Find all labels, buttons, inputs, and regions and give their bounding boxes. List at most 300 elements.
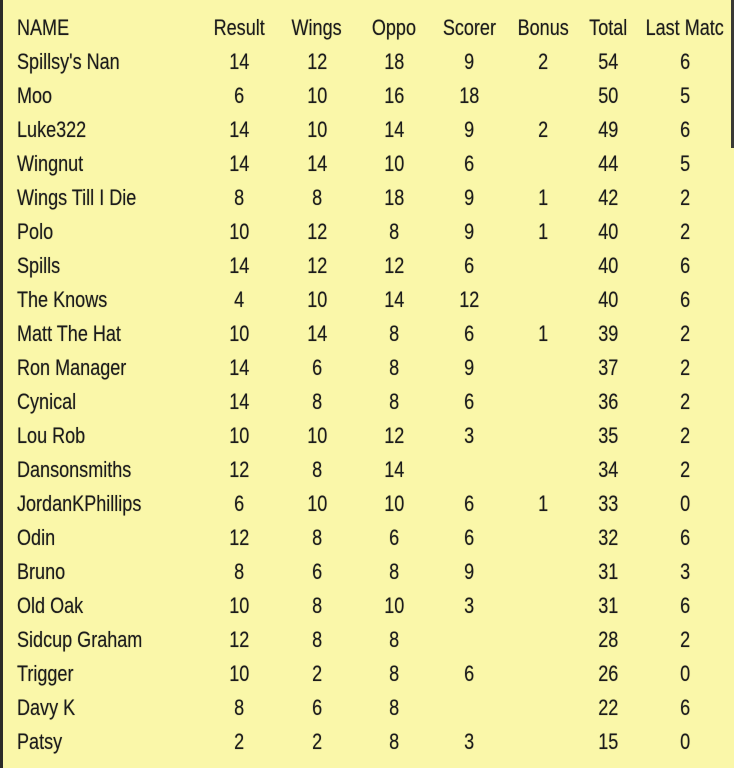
cell-last_match-text: 6 xyxy=(679,695,691,720)
cell-oppo-text: 8 xyxy=(388,661,400,686)
cell-scorer-text: 9 xyxy=(463,355,475,380)
table-row xyxy=(14,453,734,487)
col-header-total xyxy=(580,15,636,41)
cell-wings-text: 12 xyxy=(306,219,328,244)
cell-wings-text: 10 xyxy=(306,117,328,142)
cell-bonus xyxy=(506,321,580,347)
cell-oppo xyxy=(356,389,432,415)
cell-result-text: 6 xyxy=(233,83,245,108)
cell-result-text: 10 xyxy=(228,593,250,618)
cell-wings-text: 10 xyxy=(306,423,328,448)
table-row xyxy=(14,725,734,759)
cell-result xyxy=(200,83,278,109)
cell-scorer xyxy=(432,219,506,245)
cell-wings xyxy=(278,253,356,279)
cell-result xyxy=(200,253,278,279)
cell-name xyxy=(14,627,200,653)
cell-name xyxy=(14,355,200,381)
cell-oppo-text: 16 xyxy=(383,83,405,108)
cell-wings xyxy=(278,491,356,517)
cell-name-text: Odin xyxy=(17,525,56,550)
col-header-wings xyxy=(278,15,356,41)
cell-oppo xyxy=(356,593,432,619)
cell-total xyxy=(580,559,636,585)
table-row xyxy=(14,419,734,453)
cell-scorer-text: 3 xyxy=(463,593,475,618)
cell-total xyxy=(580,525,636,551)
cell-name xyxy=(14,219,200,245)
cell-result xyxy=(200,287,278,313)
cell-name xyxy=(14,185,200,211)
cell-wings-text: 6 xyxy=(311,355,323,380)
cell-last_match xyxy=(636,389,734,415)
cell-oppo-text: 12 xyxy=(383,423,405,448)
cell-total-text: 40 xyxy=(597,219,619,244)
cell-last_match-text: 6 xyxy=(679,593,691,618)
col-header-last-match-label: Last Matc xyxy=(645,15,725,40)
cell-total xyxy=(580,219,636,245)
cell-wings-text: 6 xyxy=(311,559,323,584)
cell-wings xyxy=(278,729,356,755)
cell-bonus-text: 1 xyxy=(537,185,549,210)
cell-total-text: 31 xyxy=(597,559,619,584)
cell-last_match-text: 2 xyxy=(679,355,691,380)
cell-name xyxy=(14,729,200,755)
cell-last_match xyxy=(636,355,734,381)
cell-wings xyxy=(278,423,356,449)
cell-oppo xyxy=(356,151,432,177)
cell-oppo xyxy=(356,423,432,449)
cell-wings-text: 10 xyxy=(306,287,328,312)
cell-name xyxy=(14,389,200,415)
cell-oppo xyxy=(356,219,432,245)
cell-scorer-text: 9 xyxy=(463,219,475,244)
cell-total-text: 39 xyxy=(597,321,619,346)
cell-name xyxy=(14,423,200,449)
cell-scorer-text: 6 xyxy=(463,253,475,278)
cell-last_match-text: 2 xyxy=(679,389,691,414)
cell-bonus xyxy=(506,661,580,687)
cell-last_match-text: 2 xyxy=(679,627,691,652)
cell-scorer xyxy=(432,627,506,653)
table-row xyxy=(14,215,734,249)
cell-total xyxy=(580,695,636,721)
cell-total-text: 33 xyxy=(597,491,619,516)
cell-oppo-text: 14 xyxy=(383,117,405,142)
table-row xyxy=(14,555,734,589)
cell-result-text: 14 xyxy=(228,253,250,278)
col-header-oppo xyxy=(356,15,432,41)
cell-last_match-text: 0 xyxy=(679,491,691,516)
cell-total-text: 36 xyxy=(597,389,619,414)
cell-bonus xyxy=(506,729,580,755)
cell-name xyxy=(14,593,200,619)
cell-name xyxy=(14,321,200,347)
col-header-last-match xyxy=(636,15,734,41)
cell-name-text: Sidcup Graham xyxy=(17,627,143,652)
cell-last_match xyxy=(636,491,734,517)
col-header-result-label: Result xyxy=(213,15,265,40)
cell-wings-text: 8 xyxy=(311,593,323,618)
cell-bonus xyxy=(506,389,580,415)
cell-bonus xyxy=(506,593,580,619)
cell-oppo xyxy=(356,457,432,483)
cell-result-text: 14 xyxy=(228,389,250,414)
cell-bonus xyxy=(506,627,580,653)
cell-total-text: 15 xyxy=(597,729,619,754)
cell-oppo-text: 10 xyxy=(383,593,405,618)
cell-total xyxy=(580,321,636,347)
cell-wings xyxy=(278,559,356,585)
cell-oppo xyxy=(356,355,432,381)
cell-total xyxy=(580,151,636,177)
cell-result-text: 10 xyxy=(228,321,250,346)
cell-last_match-text: 5 xyxy=(679,83,691,108)
cell-wings-text: 6 xyxy=(311,695,323,720)
cell-name xyxy=(14,695,200,721)
cell-result-text: 12 xyxy=(228,627,250,652)
cell-last_match xyxy=(636,321,734,347)
table-row xyxy=(14,317,734,351)
cell-bonus-text: 1 xyxy=(537,321,549,346)
cell-wings xyxy=(278,83,356,109)
cell-bonus xyxy=(506,151,580,177)
cell-oppo xyxy=(356,661,432,687)
cell-name xyxy=(14,457,200,483)
cell-wings-text: 14 xyxy=(306,321,328,346)
cell-result-text: 10 xyxy=(228,219,250,244)
cell-bonus-text: 2 xyxy=(537,117,549,142)
cell-result xyxy=(200,627,278,653)
cell-wings xyxy=(278,185,356,211)
table-body xyxy=(14,45,734,759)
cell-bonus xyxy=(506,491,580,517)
table-row xyxy=(14,487,734,521)
cell-name-text: Trigger xyxy=(17,661,74,686)
cell-wings-text: 8 xyxy=(311,525,323,550)
cell-total-text: 40 xyxy=(597,287,619,312)
cell-oppo xyxy=(356,185,432,211)
cell-scorer xyxy=(432,253,506,279)
cell-bonus xyxy=(506,559,580,585)
cell-scorer xyxy=(432,83,506,109)
cell-last_match xyxy=(636,525,734,551)
cell-total-text: 49 xyxy=(597,117,619,142)
cell-total-text: 54 xyxy=(597,49,619,74)
cell-last_match xyxy=(636,627,734,653)
table-row xyxy=(14,521,734,555)
table-row xyxy=(14,657,734,691)
cell-total xyxy=(580,389,636,415)
cell-scorer-text: 6 xyxy=(463,321,475,346)
table-row xyxy=(14,283,734,317)
col-header-total-label: Total xyxy=(588,15,628,40)
cell-wings xyxy=(278,593,356,619)
cell-result-text: 14 xyxy=(228,49,250,74)
cell-name xyxy=(14,491,200,517)
cell-wings xyxy=(278,627,356,653)
cell-last_match xyxy=(636,253,734,279)
col-header-wings-label: Wings xyxy=(291,15,343,40)
cell-scorer-text: 3 xyxy=(463,423,475,448)
cell-wings xyxy=(278,49,356,75)
cell-result-text: 12 xyxy=(228,525,250,550)
cell-result-text: 12 xyxy=(228,457,250,482)
table-row xyxy=(14,113,734,147)
table-row xyxy=(14,351,734,385)
cell-oppo xyxy=(356,117,432,143)
cell-result xyxy=(200,49,278,75)
cell-total xyxy=(580,117,636,143)
cell-last_match xyxy=(636,83,734,109)
cell-result xyxy=(200,491,278,517)
cell-oppo-text: 8 xyxy=(388,389,400,414)
cell-scorer-text: 6 xyxy=(463,389,475,414)
cell-name-text: Lou Rob xyxy=(17,423,86,448)
cell-result xyxy=(200,389,278,415)
cell-scorer xyxy=(432,185,506,211)
table-row xyxy=(14,249,734,283)
cell-scorer-text: 12 xyxy=(458,287,480,312)
cell-bonus-text: 1 xyxy=(537,219,549,244)
col-header-scorer-label: Scorer xyxy=(442,15,496,40)
cell-last_match xyxy=(636,423,734,449)
cell-result-text: 4 xyxy=(233,287,245,312)
cell-last_match-text: 0 xyxy=(679,729,691,754)
cell-last_match-text: 6 xyxy=(679,287,691,312)
cell-scorer-text: 9 xyxy=(463,559,475,584)
cell-result-text: 8 xyxy=(233,695,245,720)
cell-last_match xyxy=(636,287,734,313)
cell-oppo xyxy=(356,525,432,551)
cell-total xyxy=(580,49,636,75)
cell-oppo xyxy=(356,49,432,75)
cell-oppo-text: 8 xyxy=(388,559,400,584)
cell-last_match-text: 6 xyxy=(679,525,691,550)
cell-last_match xyxy=(636,117,734,143)
cell-name-text: Wings Till I Die xyxy=(17,185,137,210)
cell-scorer xyxy=(432,525,506,551)
cell-bonus xyxy=(506,117,580,143)
cell-total-text: 26 xyxy=(597,661,619,686)
cell-total-text: 32 xyxy=(597,525,619,550)
cell-scorer-text: 6 xyxy=(463,525,475,550)
col-header-name xyxy=(14,15,200,41)
cell-wings xyxy=(278,661,356,687)
cell-wings xyxy=(278,321,356,347)
cell-last_match xyxy=(636,729,734,755)
cell-wings-text: 12 xyxy=(306,253,328,278)
cell-name-text: Old Oak xyxy=(17,593,84,618)
cell-scorer xyxy=(432,355,506,381)
cell-scorer xyxy=(432,389,506,415)
cell-name-text: Ron Manager xyxy=(17,355,127,380)
cell-result-text: 10 xyxy=(228,661,250,686)
cell-oppo xyxy=(356,627,432,653)
cell-result xyxy=(200,185,278,211)
col-header-name-label: NAME xyxy=(17,15,70,40)
cell-scorer-text: 9 xyxy=(463,185,475,210)
cell-total-text: 28 xyxy=(597,627,619,652)
cell-last_match-text: 6 xyxy=(679,117,691,142)
cell-oppo-text: 8 xyxy=(388,219,400,244)
cell-oppo-text: 12 xyxy=(383,253,405,278)
cell-name-text: Patsy xyxy=(17,729,63,754)
cell-last_match xyxy=(636,559,734,585)
cell-name xyxy=(14,83,200,109)
cell-name-text: Bruno xyxy=(17,559,66,584)
cell-total-text: 42 xyxy=(597,185,619,210)
cell-last_match-text: 2 xyxy=(679,423,691,448)
cell-result xyxy=(200,117,278,143)
cell-result xyxy=(200,457,278,483)
cell-bonus xyxy=(506,457,580,483)
cell-scorer xyxy=(432,117,506,143)
cell-last_match xyxy=(636,185,734,211)
cell-name-text: Davy K xyxy=(17,695,76,720)
cell-oppo xyxy=(356,83,432,109)
cell-wings xyxy=(278,287,356,313)
cell-name xyxy=(14,253,200,279)
cell-total xyxy=(580,593,636,619)
cell-oppo-text: 8 xyxy=(388,321,400,346)
cell-scorer-text: 3 xyxy=(463,729,475,754)
cell-result-text: 8 xyxy=(233,185,245,210)
cell-wings xyxy=(278,355,356,381)
cell-result xyxy=(200,695,278,721)
cell-wings xyxy=(278,695,356,721)
cell-result xyxy=(200,355,278,381)
cell-result-text: 2 xyxy=(233,729,245,754)
cell-result xyxy=(200,525,278,551)
cell-bonus-text: 2 xyxy=(537,49,549,74)
cell-oppo-text: 18 xyxy=(383,185,405,210)
cell-scorer-text: 9 xyxy=(463,49,475,74)
cell-total-text: 40 xyxy=(597,253,619,278)
cell-wings xyxy=(278,389,356,415)
cell-total xyxy=(580,457,636,483)
cell-name-text: Spillsy's Nan xyxy=(17,49,120,74)
cell-bonus xyxy=(506,525,580,551)
cell-oppo-text: 14 xyxy=(383,457,405,482)
cell-wings-text: 10 xyxy=(306,491,328,516)
cell-wings-text: 8 xyxy=(311,627,323,652)
cell-name-text: Matt The Hat xyxy=(17,321,121,346)
cell-result-text: 14 xyxy=(228,151,250,176)
cell-total xyxy=(580,253,636,279)
cell-wings xyxy=(278,117,356,143)
cell-bonus xyxy=(506,355,580,381)
cell-wings-text: 8 xyxy=(311,185,323,210)
cell-oppo-text: 14 xyxy=(383,287,405,312)
cell-total xyxy=(580,661,636,687)
cell-last_match xyxy=(636,219,734,245)
cell-oppo-text: 10 xyxy=(383,491,405,516)
cell-last_match xyxy=(636,49,734,75)
cell-total xyxy=(580,627,636,653)
cell-scorer-text: 6 xyxy=(463,661,475,686)
cell-oppo-text: 8 xyxy=(388,729,400,754)
cell-last_match-text: 0 xyxy=(679,661,691,686)
cell-total-text: 44 xyxy=(597,151,619,176)
col-header-scorer xyxy=(432,15,506,41)
cell-name-text: Spills xyxy=(17,253,61,278)
cell-name xyxy=(14,559,200,585)
cell-wings xyxy=(278,151,356,177)
col-header-bonus-label: Bonus xyxy=(517,15,569,40)
cell-scorer-text: 9 xyxy=(463,117,475,142)
cell-last_match xyxy=(636,695,734,721)
cell-wings-text: 10 xyxy=(306,83,328,108)
cell-scorer xyxy=(432,729,506,755)
cell-result xyxy=(200,661,278,687)
cell-last_match xyxy=(636,151,734,177)
cell-name xyxy=(14,49,200,75)
cell-oppo xyxy=(356,695,432,721)
cell-oppo xyxy=(356,321,432,347)
cell-result-text: 6 xyxy=(233,491,245,516)
cell-scorer xyxy=(432,695,506,721)
table-row xyxy=(14,623,734,657)
cell-oppo-text: 8 xyxy=(388,355,400,380)
table-row xyxy=(14,45,734,79)
cell-total-text: 22 xyxy=(597,695,619,720)
cell-wings xyxy=(278,219,356,245)
cell-scorer xyxy=(432,593,506,619)
cell-name-text: Moo xyxy=(17,83,53,108)
cell-result xyxy=(200,729,278,755)
cell-result-text: 10 xyxy=(228,423,250,448)
cell-last_match xyxy=(636,593,734,619)
cell-result xyxy=(200,423,278,449)
cell-oppo-text: 18 xyxy=(383,49,405,74)
cell-name xyxy=(14,287,200,313)
cell-result xyxy=(200,219,278,245)
col-header-bonus xyxy=(506,15,580,41)
table-row xyxy=(14,181,734,215)
cell-wings-text: 12 xyxy=(306,49,328,74)
cell-total xyxy=(580,355,636,381)
table-row xyxy=(14,79,734,113)
cell-wings-text: 8 xyxy=(311,457,323,482)
cell-total xyxy=(580,423,636,449)
cell-oppo xyxy=(356,729,432,755)
cell-result xyxy=(200,593,278,619)
cell-last_match-text: 2 xyxy=(679,321,691,346)
table-row xyxy=(14,589,734,623)
cell-name-text: The Knows xyxy=(17,287,108,312)
cell-result-text: 14 xyxy=(228,355,250,380)
cell-oppo xyxy=(356,253,432,279)
cell-name xyxy=(14,661,200,687)
cell-total xyxy=(580,185,636,211)
cell-scorer xyxy=(432,49,506,75)
cell-total xyxy=(580,83,636,109)
cell-last_match-text: 3 xyxy=(679,559,691,584)
cell-total xyxy=(580,287,636,313)
cell-last_match xyxy=(636,661,734,687)
cell-bonus xyxy=(506,423,580,449)
cell-last_match-text: 2 xyxy=(679,219,691,244)
cell-bonus xyxy=(506,83,580,109)
cell-result xyxy=(200,151,278,177)
cell-wings-text: 2 xyxy=(311,729,323,754)
cell-wings-text: 2 xyxy=(311,661,323,686)
cell-wings xyxy=(278,457,356,483)
cell-wings-text: 8 xyxy=(311,389,323,414)
cell-total-text: 35 xyxy=(597,423,619,448)
cell-result xyxy=(200,559,278,585)
